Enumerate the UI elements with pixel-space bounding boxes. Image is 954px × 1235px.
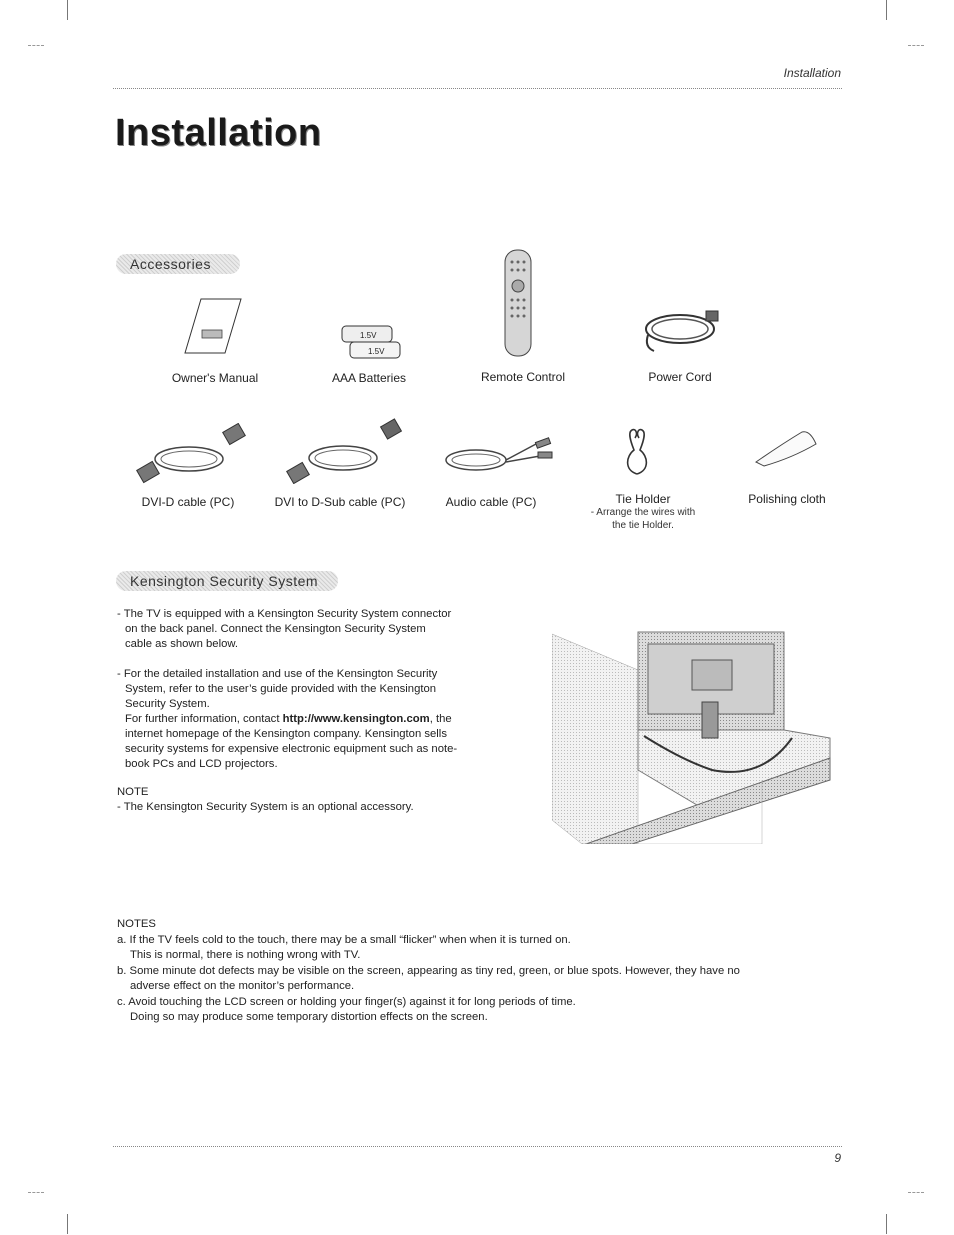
audio-cable-icon bbox=[440, 430, 556, 480]
accessory-dvi-dsub-cable bbox=[262, 495, 418, 509]
power-cord-icon bbox=[640, 305, 724, 357]
remote-control-icon bbox=[503, 248, 533, 358]
kensington-text bbox=[117, 607, 497, 815]
kensington-p3-line3: security systems for expensive electronic equipment such as note- bbox=[125, 743, 458, 755]
accessory-label: Tie Holder bbox=[615, 492, 671, 506]
note-c-line2: Doing so may produce some temporary distortion effects on the screen. bbox=[130, 1011, 488, 1023]
tie-holder-note-line2: the tie Holder. bbox=[612, 520, 674, 531]
polishing-cloth-icon bbox=[752, 428, 820, 468]
accessory-label: Owner's Manual bbox=[171, 371, 259, 385]
accessory-audio-cable bbox=[430, 495, 552, 509]
page-title: Installation bbox=[115, 112, 322, 154]
batteries-icon bbox=[338, 322, 404, 362]
crop-mark bbox=[28, 45, 44, 46]
crop-mark bbox=[67, 1214, 68, 1234]
crop-mark bbox=[67, 0, 68, 20]
tv-back-kensington-illustration bbox=[552, 630, 834, 844]
accessory-label: DVI-D cable (PC) bbox=[141, 495, 235, 509]
accessory-owners-manual bbox=[150, 371, 280, 385]
accessory-aaa-batteries bbox=[305, 371, 433, 385]
note-b-line1: b. Some minute dot defects may be visible on the screen, appearing as tiny red, green, or blue spots. However, they have no bbox=[117, 964, 740, 977]
accessory-label: Power Cord bbox=[648, 370, 712, 384]
page-number: 9 bbox=[834, 1151, 841, 1165]
accessory-label: DVI to D-Sub cable (PC) bbox=[274, 495, 406, 509]
contact-text: For further information, contact bbox=[125, 713, 283, 725]
crop-mark bbox=[886, 0, 887, 20]
footer-rule bbox=[113, 1146, 842, 1147]
kensington-p2-line3: Security System. bbox=[125, 698, 210, 710]
tie-holder-note-line1: - Arrange the wires with bbox=[590, 507, 696, 518]
accessory-dvi-d-cable bbox=[125, 495, 251, 509]
accessory-polishing-cloth bbox=[730, 492, 844, 506]
accessory-label: AAA Batteries bbox=[331, 371, 407, 385]
accessory-label: Remote Control bbox=[480, 370, 566, 384]
kensington-heading: Kensington Security System bbox=[116, 571, 338, 591]
notes-block bbox=[117, 917, 837, 1026]
crop-mark bbox=[908, 1192, 924, 1193]
contact-text-end: , the bbox=[429, 713, 452, 725]
kensington-p1-line3: cable as shown below. bbox=[125, 638, 239, 650]
dvi-d-cable-icon bbox=[133, 423, 251, 485]
crop-mark bbox=[886, 1214, 887, 1234]
tie-holder-icon bbox=[622, 426, 652, 478]
svg-text:1.5V: 1.5V bbox=[368, 347, 385, 356]
manual-icon bbox=[183, 297, 243, 357]
accessory-tie-holder bbox=[578, 492, 708, 532]
note-heading: NOTE bbox=[117, 786, 149, 798]
accessory-power-cord bbox=[615, 370, 745, 384]
kensington-p1-line1: - The TV is equipped with a Kensington Security System connector bbox=[117, 608, 452, 620]
note-text: - The Kensington Security System is an optional accessory. bbox=[117, 801, 414, 813]
kensington-p2-line2: System, refer to the user’s guide provided with the Kensington bbox=[125, 683, 437, 695]
accessory-remote-control bbox=[458, 370, 588, 384]
notes-heading: NOTES bbox=[117, 918, 156, 930]
dvi-dsub-cable-icon bbox=[285, 418, 407, 484]
kensington-contact-line bbox=[117, 712, 497, 727]
crop-mark bbox=[28, 1192, 44, 1193]
accessory-label: Audio cable (PC) bbox=[445, 495, 537, 509]
kensington-p1-line2: on the back panel. Connect the Kensington Security System bbox=[125, 623, 426, 635]
kensington-p3-line4: book PCs and LCD projectors. bbox=[125, 758, 278, 770]
crop-mark bbox=[908, 45, 924, 46]
running-header: Installation bbox=[783, 66, 841, 80]
note-a-line2: This is normal, there is nothing wrong with TV. bbox=[130, 949, 361, 961]
note-a-line1: a. If the TV feels cold to the touch, there may be a small “flicker” when when it is turned on. bbox=[117, 933, 571, 946]
svg-text:1.5V: 1.5V bbox=[360, 331, 377, 340]
accessories-heading: Accessories bbox=[116, 254, 240, 274]
note-b-line2: adverse effect on the monitor’s performance. bbox=[130, 980, 355, 992]
accessory-label: Polishing cloth bbox=[748, 492, 826, 506]
header-rule bbox=[113, 88, 842, 89]
note-c-line1: c. Avoid touching the LCD screen or holding your finger(s) against it for long periods of time. bbox=[117, 995, 576, 1008]
kensington-p3-line2: internet homepage of the Kensington company. Kensington sells bbox=[125, 728, 447, 740]
kensington-url-link[interactable]: http://www.kensington.com bbox=[282, 713, 430, 725]
kensington-p2-line1: - For the detailed installation and use of the Kensington Security bbox=[117, 668, 438, 680]
